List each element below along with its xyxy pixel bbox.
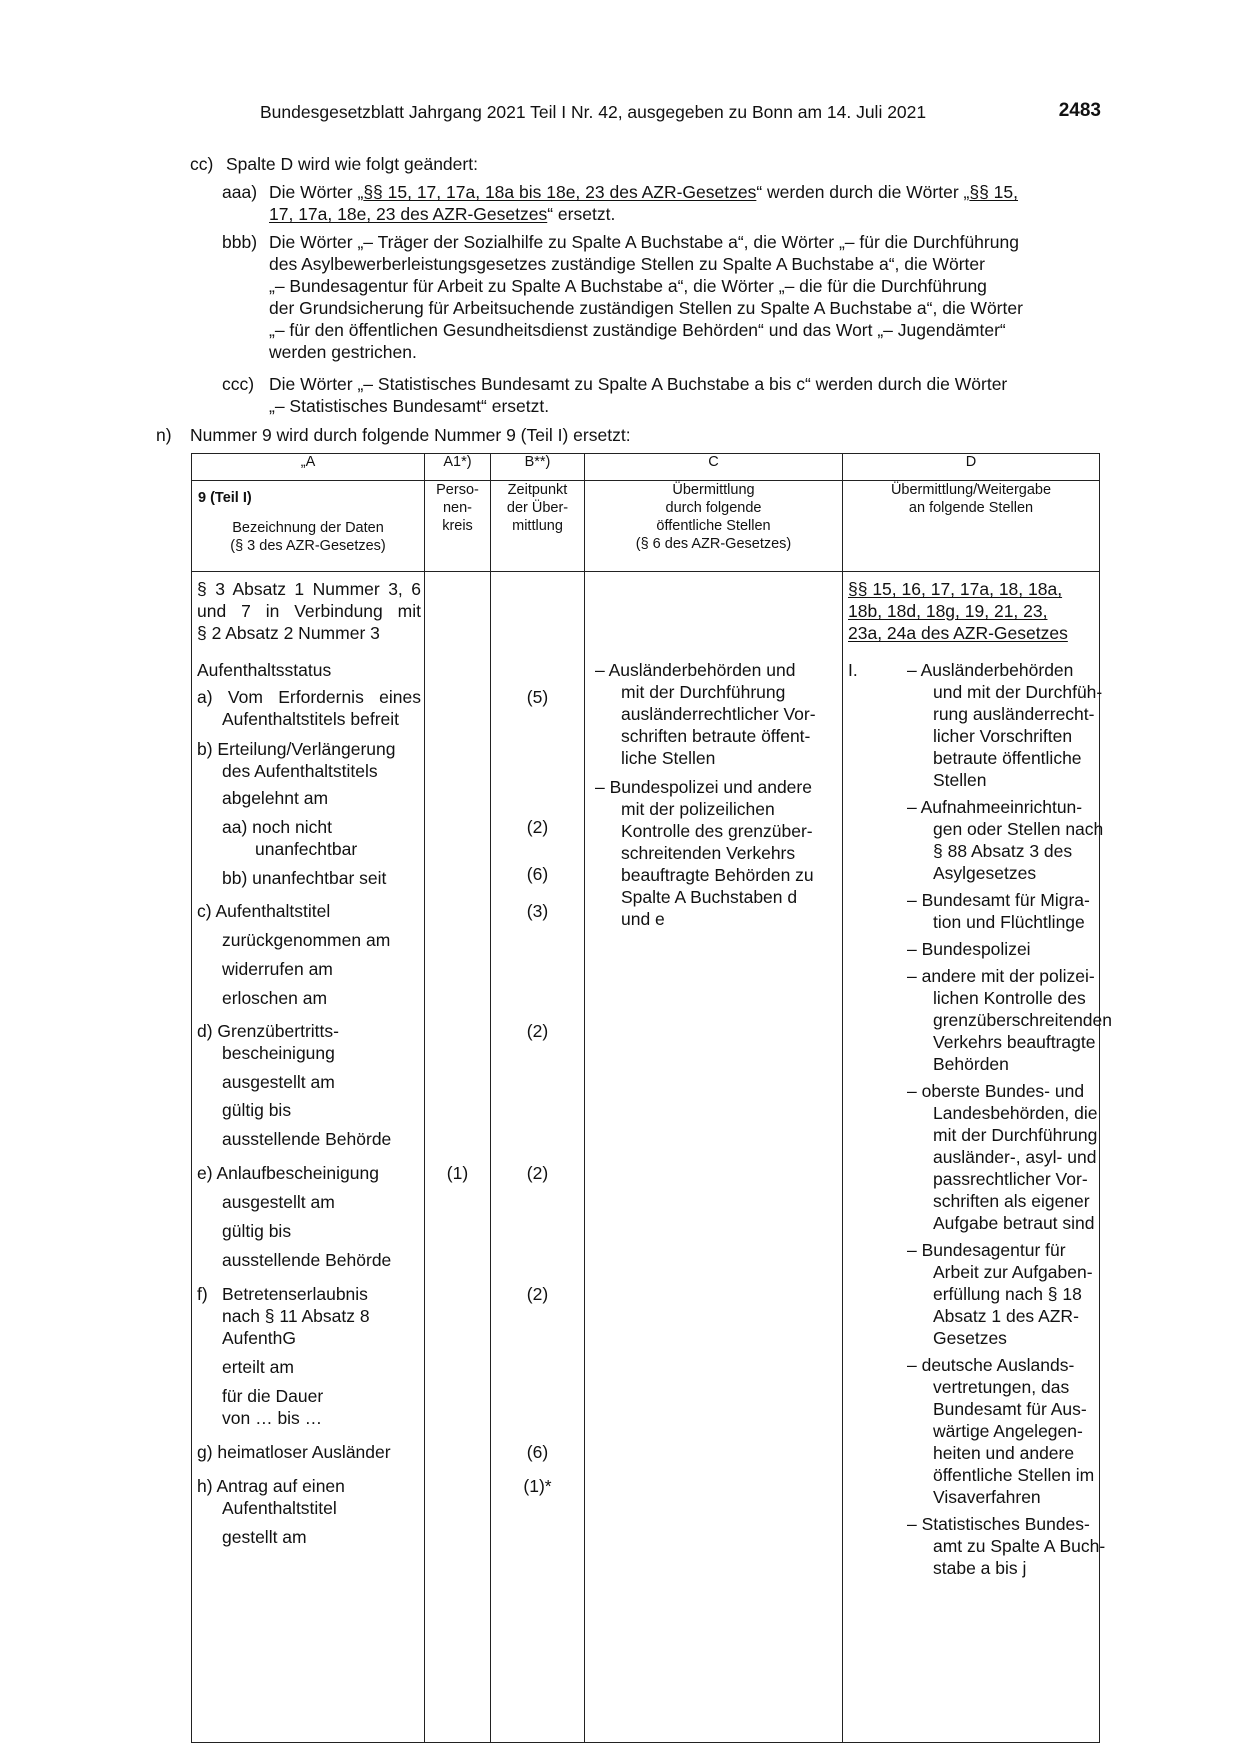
page-number: 2483: [1058, 100, 1101, 121]
subheader-text: durch folgende: [665, 500, 762, 516]
underlined-text: §§ 15,: [969, 182, 1019, 202]
text-line: Behörden: [933, 1054, 1009, 1074]
item-label-ccc: ccc): [222, 374, 255, 394]
cell-col-d: [843, 572, 1113, 1743]
entry-h-sub: gestellt am: [222, 1527, 307, 1547]
text-line: – Bundespolizei und andere: [595, 777, 812, 797]
text-line: Gesetzes: [933, 1328, 1007, 1348]
entry-d-sub: gültig bis: [222, 1100, 292, 1120]
transfer-time-value: (2): [526, 1284, 549, 1304]
subheader-text: Übermittlung: [672, 482, 755, 498]
item-label-aaa: aaa): [222, 182, 258, 202]
entry-e: e) Anlaufbescheinigung: [197, 1163, 379, 1183]
text-line: wärtige Angelegen-: [933, 1421, 1083, 1441]
subheader-c: [585, 481, 843, 572]
text-line: – Ausländerbehörden und: [595, 660, 796, 680]
entry-b-cont: des Aufenthaltstitels: [222, 761, 378, 781]
transfer-time-value: (6): [526, 1442, 549, 1462]
entry-h-cont: Aufenthaltstitel: [222, 1498, 337, 1518]
transfer-time-value: (2): [526, 817, 549, 837]
text-line: Absatz 1 des AZR-: [933, 1306, 1079, 1326]
entry-e-sub: ausgestellt am: [222, 1192, 335, 1212]
text-line: schriften betraute öffent-: [621, 726, 811, 746]
entry-c-sub: widerrufen am: [222, 959, 333, 979]
entry-c: c) Aufenthaltstitel: [197, 901, 331, 921]
item-label-bbb: bbb): [222, 232, 258, 252]
subheader-text: (§ 3 des AZR-Gesetzes): [230, 538, 386, 554]
entry-f-sub: erteilt am: [222, 1357, 294, 1377]
item-text-ccc: [269, 373, 1007, 417]
subheader-text: nen-: [442, 500, 473, 516]
col-header-a1: A1*): [425, 454, 491, 481]
col-header-d: D: [843, 454, 1100, 481]
text-line: ausländer-, asyl- und: [933, 1147, 1097, 1167]
text-line: Kontrolle des grenzüber-: [621, 821, 813, 841]
entry-f: Betretenserlaubnis: [222, 1284, 368, 1304]
text-line: „– Bundesagentur für Arbeit zu Spalte A Buchstabe a“, die Wörter „– die für die Durchführung: [269, 276, 987, 296]
text-line: Die Wörter „– Statistisches Bundesamt zu Spalte A Buchstabe a bis c“ werden durch die Wörter: [269, 374, 1008, 394]
text-run: Die Wörter „: [269, 182, 364, 202]
data-transfer-table: [191, 453, 1113, 1743]
text-line: betraute öffentliche: [933, 748, 1082, 768]
subheader-text: an folgende Stellen: [908, 500, 1034, 516]
text-line: – Bundesagentur für: [907, 1240, 1066, 1260]
text-line: – Bundesamt für Migra-: [907, 890, 1090, 910]
underlined-text: §§ 15, 17, 17a, 18a bis 18e, 23 des AZR-Gesetzes: [363, 182, 757, 202]
text-line: Aufgabe betraut sind: [933, 1213, 1095, 1233]
transfer-time-value: (5): [526, 687, 549, 707]
column-header-row: [192, 454, 1100, 481]
text-line: öffentliche Stellen im: [933, 1465, 1095, 1485]
recipient-item: [907, 965, 1112, 1075]
item-text-aaa-line1: [269, 181, 1018, 203]
text-line: Visaverfahren: [933, 1487, 1041, 1507]
section-number: 9 (Teil I): [198, 490, 252, 506]
col-header-b: B**): [491, 454, 585, 481]
text-run: “ werden durch die Wörter „: [756, 182, 970, 202]
cell-col-a1: [425, 572, 491, 1743]
text-line: § 88 Absatz 3 des: [933, 841, 1073, 861]
entry-a: a) Vom Erfordernis eines: [197, 687, 421, 707]
text-line: Die Wörter „– Träger der Sozialhilfe zu Spalte A Buchstabe a“, die Wörter „– für die Durchführung: [269, 232, 1019, 252]
subheader-a: [192, 481, 425, 572]
text-line: grenzüberschreitenden: [933, 1010, 1113, 1030]
entry-b-sub: abgelehnt am: [222, 788, 329, 808]
text-line: gen oder Stellen nach: [933, 819, 1104, 839]
entry-d-sub: ausgestellt am: [222, 1072, 335, 1092]
text-line: amt zu Spalte A Buch-: [933, 1536, 1106, 1556]
transfer-time-value: (3): [526, 901, 549, 921]
subheader-text: Übermittlung/Weitergabe: [890, 482, 1052, 498]
subheader-d: [843, 481, 1100, 572]
entry-h: h) Antrag auf einen: [197, 1476, 345, 1496]
text-line: heiten und andere: [933, 1443, 1075, 1463]
text-line: lichen Kontrolle des: [933, 988, 1086, 1008]
text-line: vertretungen, das: [933, 1377, 1070, 1397]
text-line: – Bundespolizei: [907, 939, 1031, 959]
col-header-c: C: [585, 454, 843, 481]
text-line: – deutsche Auslands-: [907, 1355, 1075, 1375]
text-line: schriften als eigener: [933, 1191, 1090, 1211]
item-text-n: Nummer 9 wird durch folgende Nummer 9 (Teil I) ersetzt:: [190, 425, 631, 445]
transfer-time-value: (6): [526, 864, 549, 884]
entry-e-sub: gültig bis: [222, 1221, 292, 1241]
recipient-item: [907, 889, 1112, 933]
item-text-bbb: [269, 231, 1023, 363]
recipient-item: [907, 1080, 1112, 1234]
underlined-text: §§ 15, 16, 17, 17a, 18, 18a,: [848, 579, 1063, 599]
item-text-aaa-line2: [269, 203, 615, 225]
text-line: „– für den öffentlichen Gesundheitsdienst zuständige Behörden“ und das Wort „– Jugendämter“: [269, 320, 1006, 340]
text-line: – Statistisches Bundes-: [907, 1514, 1090, 1534]
entry-b: b) Erteilung/Verlängerung: [197, 739, 396, 759]
text-line: ausländerrechtlicher Vor-: [621, 704, 816, 724]
item-label-cc: cc): [190, 154, 214, 174]
entry-g: g) heimatloser Ausländer: [197, 1442, 391, 1462]
entry-c-sub: zurückgenommen am: [222, 930, 391, 950]
entry-b-aa: aa) noch nicht: [222, 817, 332, 837]
subheader-text: der Über-: [506, 500, 569, 516]
text-line: § 3 Absatz 1 Nummer 3, 6: [197, 579, 421, 599]
transfer-time-value: (2): [526, 1021, 549, 1041]
text-line: und 7 in Verbindung mit: [197, 601, 421, 621]
text-line: stabe a bis j: [933, 1558, 1027, 1578]
text-line: – Aufnahmeeinrichtun-: [907, 797, 1083, 817]
text-line: mit der polizeilichen: [621, 799, 775, 819]
text-line: – andere mit der polizei-: [907, 966, 1095, 986]
text-line: erfüllung nach § 18: [933, 1284, 1082, 1304]
subheader-a1: [425, 481, 491, 572]
cell-col-c: [585, 572, 843, 1743]
entry-d-cont: bescheinigung: [222, 1043, 335, 1063]
text-line: Arbeit zur Aufgaben-: [933, 1262, 1093, 1282]
status-heading: Aufenthaltsstatus: [197, 660, 332, 680]
text-run: “ ersetzt.: [547, 204, 616, 224]
subheader-row: [192, 481, 1100, 572]
text-line: rung ausländerrecht-: [933, 704, 1095, 724]
legal-reference: [197, 578, 421, 622]
entry-d-sub: ausstellende Behörde: [222, 1129, 392, 1149]
text-line: der Grundsicherung für Arbeitsuchende zuständigen Stellen zu Spalte A Buchstabe a“, die Wörter: [269, 298, 1023, 318]
text-line: liche Stellen: [621, 748, 716, 768]
subheader-text: Bezeichnung der Daten: [232, 520, 384, 536]
subheader-text: öffentliche Stellen: [656, 518, 771, 534]
entry-d: d) Grenzübertritts-: [197, 1021, 339, 1041]
recipient-item: [907, 1354, 1112, 1508]
item-text-cc: Spalte D wird wie folgt geändert:: [226, 154, 478, 174]
subheader-b: [491, 481, 585, 572]
text-line: Landesbehörden, die: [933, 1103, 1098, 1123]
recipient-legal-reference: [848, 578, 1068, 644]
text-line: tion und Flüchtlinge: [933, 912, 1085, 932]
table-body-row: [192, 572, 1100, 1743]
entry-f-sub: für die Dauer: [222, 1386, 324, 1406]
text-line: – Ausländerbehörden: [907, 660, 1074, 680]
recipient-list: [907, 659, 1112, 1579]
entry-f-sub: von … bis …: [222, 1408, 323, 1428]
recipient-item: [907, 796, 1112, 884]
entry-a-cont: Aufenthaltstitels befreit: [222, 709, 400, 729]
recipient-item: [907, 659, 1112, 791]
text-line: und e: [621, 909, 665, 929]
text-line: werden gestrichen.: [269, 342, 417, 362]
underlined-text: 18b, 18d, 18g, 19, 21, 23,: [848, 601, 1048, 621]
entry-e-sub: ausstellende Behörde: [222, 1250, 392, 1270]
subheader-text: kreis: [442, 518, 473, 534]
text-line: beauftragte Behörden zu: [621, 865, 814, 885]
text-line: Verkehrs beauftragte: [933, 1032, 1096, 1052]
text-line: „– Statistisches Bundesamt“ ersetzt.: [269, 396, 550, 416]
entry-f-label: f): [197, 1284, 208, 1304]
subheader-text: mittlung: [512, 518, 563, 534]
text-line: mit der Durchführung: [621, 682, 786, 702]
text-line: des Asylbewerberleistungsgesetzes zuständige Stellen zu Spalte A Buchstabe a“, die Wörter: [269, 254, 985, 274]
roman-numeral: I.: [848, 660, 858, 680]
entry-f-cont: nach § 11 Absatz 8: [222, 1306, 370, 1326]
transferring-authority: [595, 776, 814, 930]
entry-b-aa-cont: unanfechtbar: [255, 839, 358, 859]
text-line: und mit der Durchfüh-: [933, 682, 1103, 702]
text-line: Bundesamt für Aus-: [933, 1399, 1087, 1419]
page-header: [190, 100, 1101, 128]
cell-col-b: [491, 572, 585, 1743]
header-title: Bundesgesetzblatt Jahrgang 2021 Teil I Nr. 42, ausgegeben zu Bonn am 14. Juli 2021: [260, 102, 927, 122]
subheader-text: Zeitpunkt: [507, 482, 568, 498]
text-line: § 2 Absatz 2 Nummer 3: [197, 623, 380, 643]
recipient-item: [907, 1239, 1112, 1349]
entry-c-sub: erloschen am: [222, 988, 328, 1008]
recipient-item: [907, 1513, 1112, 1579]
subheader-text: Perso-: [436, 482, 479, 498]
person-group-value: (1): [446, 1163, 469, 1183]
item-label-n: n): [156, 425, 172, 445]
text-line: Spalte A Buchstaben d: [621, 887, 798, 907]
underlined-text: 23a, 24a des AZR-Gesetzes: [848, 623, 1068, 643]
col-header-a: „A: [192, 454, 425, 481]
text-line: licher Vorschriften: [933, 726, 1073, 746]
text-line: schreitenden Verkehrs: [621, 843, 796, 863]
text-line: – oberste Bundes- und: [907, 1081, 1085, 1101]
text-line: Asylgesetzes: [933, 863, 1037, 883]
recipient-item: [907, 938, 1112, 960]
transfer-time-value: (2): [526, 1163, 549, 1183]
transfer-time-value: (1)*: [523, 1476, 552, 1496]
cell-col-a: [192, 572, 425, 1743]
entry-f-cont: AufenthG: [222, 1328, 296, 1348]
transferring-authority: [595, 659, 816, 769]
underlined-text: 17, 17a, 18e, 23 des AZR-Gesetzes: [269, 204, 548, 224]
text-line: Stellen: [933, 770, 987, 790]
text-line: mit der Durchführung: [933, 1125, 1098, 1145]
subheader-text: (§ 6 des AZR-Gesetzes): [635, 536, 792, 552]
text-line: passrechtlicher Vor-: [933, 1169, 1088, 1189]
entry-b-bb: bb) unanfechtbar seit: [222, 868, 387, 888]
